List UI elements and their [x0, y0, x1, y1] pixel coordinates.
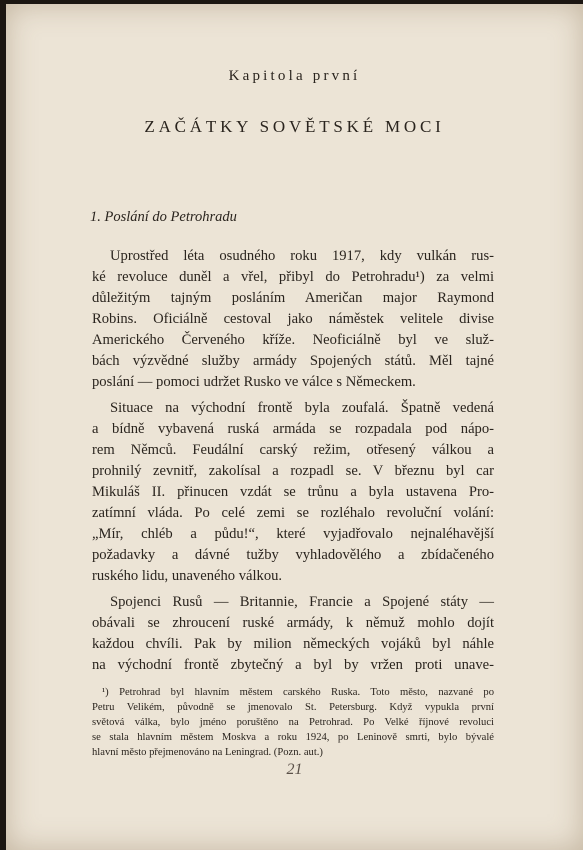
footnote-line: světová válka, bylo jméno poruštěno na Petrohrad. Po Velké říjnové revoluci — [92, 717, 494, 728]
text-line: obávali se zhroucení ruské armády, k němuž mohlo dojít — [92, 615, 494, 631]
text-line: ké revoluce duněl a vřel, přibyl do Petrohradu¹) za velmi — [92, 269, 494, 285]
footnote-line: se stala hlavním městem Moskva a roku 1924, po Leninově smrti, bylo bývalé — [92, 732, 494, 743]
text-line: Spojenci Rusů — Britannie, Francie a Spojené státy — — [110, 594, 494, 610]
text-line: poslání — pomoci udržet Rusko ve válce s Německem. — [92, 374, 416, 390]
text-line: Robins. Oficiálně cestoval jako náměstek velitele divise — [92, 311, 494, 327]
text-line: a bídně vybavená ruská armáda se rozpadala pod nápo- — [92, 421, 494, 437]
text-line: ruského lidu, unaveného válkou. — [92, 568, 283, 584]
text-line: Amerického Červeného kříže. Neoficiálně byl ve služ- — [92, 332, 494, 348]
text-line: zatímní vláda. Po celé zemi se rozléhalo revoluční volání: — [92, 505, 494, 521]
text-line: „Mír, chléb a půdu!“, které vyjadřovalo nejnaléhavější — [92, 526, 494, 542]
chapter-label: Kapitola první — [228, 68, 361, 84]
text-line: každou chvíli. Pak by milion německých vojáků byl náhle — [92, 636, 494, 652]
text-line: Uprostřed léta osudného roku 1917, kdy vulkán rus- — [110, 248, 494, 264]
text-line: Situace na východní frontě byla zoufalá. Špatně vedená — [110, 400, 494, 416]
text-line: požadavky a dávné tužby vyhladovělého a zbídačeného — [92, 547, 494, 563]
text-line: na východní frontě zbytečný a byl by vržen proti unave- — [92, 657, 494, 673]
text-line: rem Němců. Feudální carský režim, otřesený válkou a — [92, 442, 494, 458]
chapter-title: ZAČÁTKY SOVĚTSKÉ MOCI — [144, 117, 445, 136]
text-line: bách výzvědné služby armády Spojených států. Měl tajné — [92, 353, 494, 369]
page-number: 21 — [286, 761, 303, 778]
text-line: důležitým tajným posláním Američan major Raymond — [92, 290, 494, 306]
text-line: prohnilý zevnitř, zakolísal a rozpadl se. V březnu byl car — [92, 463, 494, 479]
section-heading: 1. Poslání do Petrohradu — [90, 209, 237, 225]
text-line: Mikuláš II. přinucen vzdát se trůnu a byla ustavena Pro- — [92, 484, 494, 500]
book-page — [6, 4, 583, 850]
footnote-line: hlavní město přejmenováno na Leningrad. (Pozn. aut.) — [92, 747, 323, 758]
footnote-line: ¹) Petrohrad byl hlavním městem carského Ruska. Toto město, nazvané po — [102, 687, 494, 698]
footnote-line: Petru Velikém, původně se jmenovalo St. Petersburg. Když vypukla první — [92, 702, 494, 713]
